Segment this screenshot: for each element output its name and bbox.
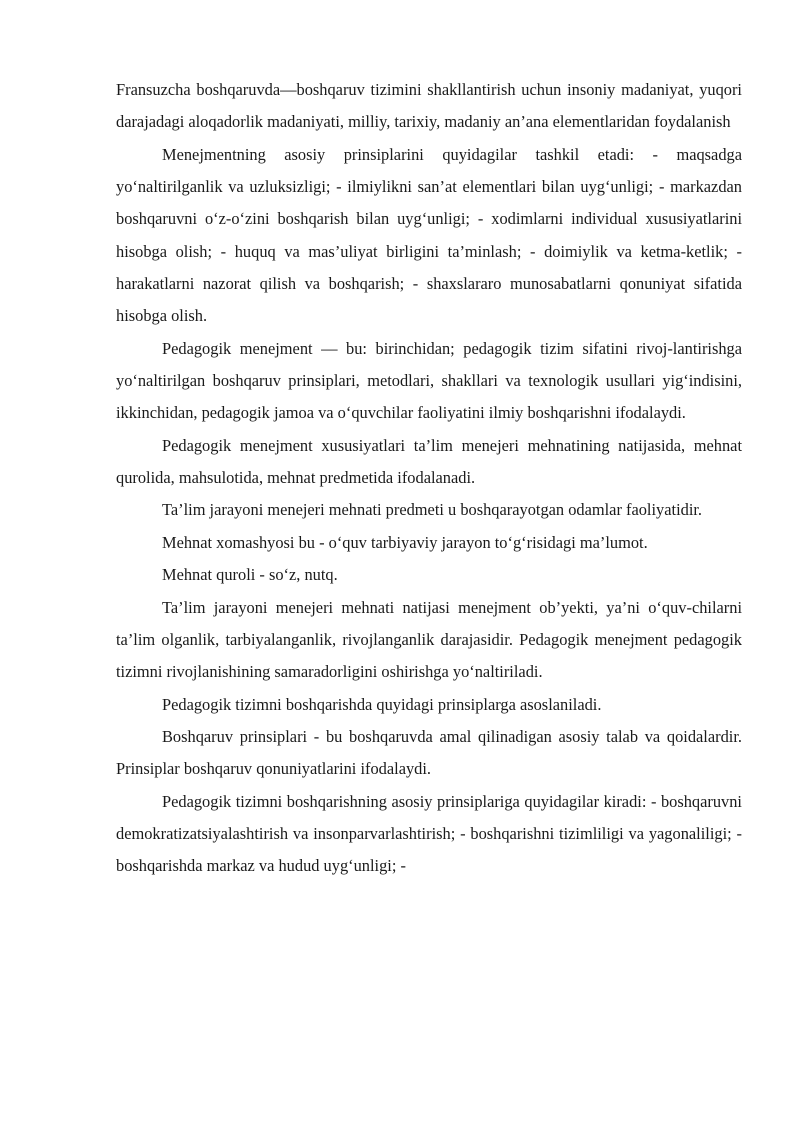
paragraph-main-principles: Pedagogik tizimni boshqarishning asosiy prinsiplariga quyidagilar kiradi: - boshqaruvni demokratizatsiyalashtirish va insonparvarlashtirish; - boshqarishni tizimliligi va yagonaliligi; - boshqarishda markaz va hudud uyg‘unligi; - — [116, 791, 742, 876]
paragraph-labor-raw-material: Mehnat xomashyosi bu - o‘quv tarbiyaviy jarayon to‘g‘risidagi ma’lumot. — [162, 532, 648, 552]
paragraph-pedagogical-management-definition: Pedagogik menejment — bu: birinchidan; pedagogik tizim sifatini rivoj-lantirishga yo‘naltirilgan boshqaruv prinsiplari, metodlari, shakllari va texnologik usullari yig‘indisini, ikkinchidan, pedagogik jamoa va o‘quvchilar faoliyatini ilmiy boshqarishni ifodalaydi. — [116, 338, 742, 423]
paragraph-management-features: Pedagogik menejment xususiyatlari ta’lim menejeri mehnatining natijasida, mehnat qurolida, mahsulotida, mehnat predmetida ifodalanadi. — [116, 435, 742, 488]
paragraph-labor-subject: Ta’lim jarayoni menejeri mehnati predmeti u boshqarayotgan odamlar faoliyatidir. — [162, 500, 703, 520]
paragraph-management-principles-definition: Boshqaruv prinsiplari - bu boshqaruvda amal qilinadigan asosiy talab va qoidalardir. Prinsiplar boshqaruv qonuniyatlarini ifodalaydi. — [116, 726, 742, 779]
paragraph-system-principles-intro: Pedagogik tizimni boshqarishda quyidagi prinsiplarga asoslaniladi. — [162, 694, 602, 714]
paragraph-labor-result: Ta’lim jarayoni menejeri mehnati natijasi menejment ob’yekti, ya’ni o‘quv-chilarni ta’lim olganlik, tarbiyalanganlik, rivojlanganlik darajasidir. Pedagogik menejment pedagogik tizimni rivojlanishining samaradorligini oshirishga yo‘naltiriladi. — [116, 597, 742, 682]
paragraph-management-principles: Menejmentning asosiy prinsiplarini quyidagilar tashkil etadi: - maqsadga yo‘naltirilganlik va uzluksizligi; - ilmiylikni san’at elementlari bilan uyg‘unligi; - markazdan boshqaruvni o‘z-o‘zini boshqarish bilan uyg‘unligi; - xodimlarni individual xususiyatlarini hisobga olish; - huquq va mas’uliyat birligini ta’minlash; - doimiylik va ketma-ketlik; - harakatlarni nazorat qilish va boshqarish; - shaxslararo munosabatlarni qonuniyat sifatida hisobga olish. — [116, 144, 742, 326]
body-text — [116, 74, 742, 883]
paragraph-labor-tool: Mehnat quroli - so‘z, nutq. — [162, 565, 338, 585]
paragraph-french-management: Fransuzcha boshqaruvda—boshqaruv tizimini shakllantirish uchun insoniy madaniyat, yuqori darajadagi aloqadorlik madaniyati, milliy, tarixiy, madaniy an’ana elementlaridan foydalanish — [116, 80, 742, 132]
